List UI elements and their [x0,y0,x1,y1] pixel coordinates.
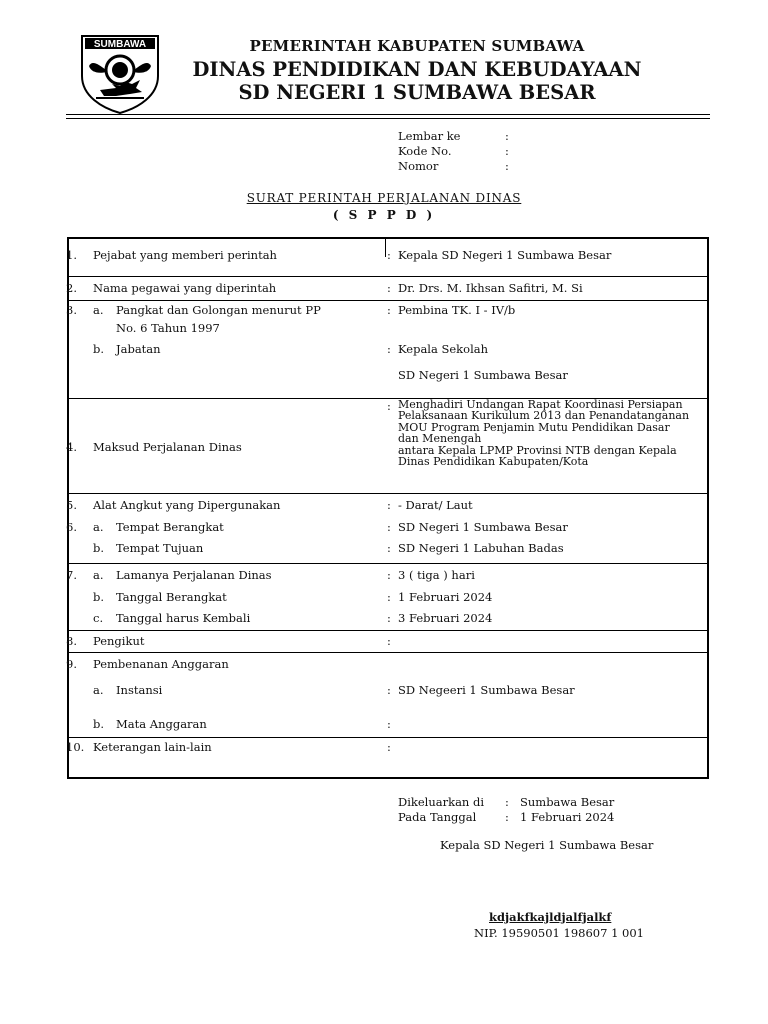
meta-number [398,159,509,174]
issue-date-label: Pada Tanggal [398,810,477,824]
row-value: SD Negeri 1 Labuhan Badas [398,541,564,555]
row-colon: : [387,740,391,754]
row-colon: : [387,520,391,534]
row-label: Pangkat dan Golongan menurut PP [116,303,321,317]
row-sub-letter: b. [93,590,105,604]
header-school: SD NEGERI 1 SUMBAWA BESAR [238,81,596,104]
issue-date [398,810,614,825]
row-divider [67,737,709,738]
row-label: Keterangan lain-lain [93,740,212,754]
row-sub-letter: b. [93,342,105,356]
row-label-continued: No. 6 Tahun 1997 [116,321,220,335]
row-sub-letter: a. [93,520,104,534]
row-number: 8. [66,634,77,648]
row-label: Pengikut [93,634,145,648]
header-department: DINAS PENDIDIKAN DAN KEBUDAYAAN [192,58,642,81]
document-subtitle: ( S P P D ) [332,208,436,222]
row-sub-letter: a. [93,568,104,582]
row-colon: : [387,590,391,604]
header-government: PEMERINTAH KABUPATEN SUMBAWA [249,37,585,55]
row-value: 3 ( tiga ) hari [398,568,475,582]
row-label: Pembenanan Anggaran [93,657,229,671]
row-label: Jabatan [116,342,161,356]
row-colon: : [387,568,391,582]
row-value: Kepala SD Negeri 1 Sumbawa Besar [398,248,612,262]
row-colon: : [387,399,391,413]
row-colon: : [387,303,391,317]
meta-value: : [505,144,509,158]
row-label: Tempat Berangkat [116,520,224,534]
row-number: 9. [66,657,77,671]
row-value: SD Negeeri 1 Sumbawa Besar [398,683,575,697]
travel-purpose-text: Menghadiri Undangan Rapat Koordinasi Persiapan Pelaksanaan Kurikulum 2013 dan Penandatanganan MOU Program Penjamin Mutu Pendidikan Dasar dan Menengah antara Kepala LPMP Provinsi NTB dengan Kepala Dinas Pendidikan Kabupaten/Kota [398,398,690,469]
row-value: - Darat/ Laut [398,498,473,512]
row-label: Instansi [116,683,163,697]
row-divider [67,493,709,494]
row-label: Tanggal harus Kembali [116,611,251,625]
issue-details [398,795,614,825]
logo-text: SUMBAWA [93,39,147,51]
row-sub-letter: a. [93,303,104,317]
column-divider [385,237,386,257]
row-number: 4. [66,440,77,454]
meta-sheet [398,129,509,144]
meta-code [398,144,509,159]
row-number: 5. [66,498,77,512]
row-value-continued: SD Negeri 1 Sumbawa Besar [398,368,568,382]
row-colon: : [387,281,391,295]
row-colon: : [387,498,391,512]
row-value: SD Negeri 1 Sumbawa Besar [398,520,568,534]
row-label: Maksud Perjalanan Dinas [93,440,242,454]
row-value: Dr. Drs. M. Ikhsan Safitri, M. Si [398,281,583,295]
row-value: Kepala Sekolah [398,342,489,356]
header-rule-thin [66,118,710,119]
row-label: Tempat Tujuan [116,541,204,555]
row-divider [67,563,709,564]
row-label: Mata Anggaran [116,717,207,731]
row-number: 10. [66,740,85,754]
meta-label: Nomor [398,159,439,173]
row-label: Pejabat yang memberi perintah [93,248,277,262]
issue-place-label: Dikeluarkan di [398,795,485,809]
row-value: Pembina TK. I - IV/b [398,303,516,317]
row-number: 7. [66,568,77,582]
row-divider [67,276,709,277]
row-number: 2. [66,281,77,295]
row-colon: : [387,634,391,648]
meta-value: : [505,159,509,173]
signatory-title: Kepala SD Negeri 1 Sumbawa Besar [440,838,654,852]
document-meta [398,129,509,174]
row-number: 1. [66,248,77,262]
header-rule-thick [66,114,710,115]
row-label: Nama pegawai yang diperintah [93,281,277,295]
meta-value: : [505,129,509,143]
row-divider [67,652,709,653]
signatory-nip: NIP. 19590501 198607 1 001 [474,926,644,940]
row-divider [67,630,709,631]
row-colon: : [387,683,391,697]
signatory-name: kdjakfkajldjalfjalkf [489,910,612,924]
row-value: 3 Februari 2024 [398,611,493,625]
row-number: 6. [66,520,77,534]
row-sub-letter: b. [93,541,105,555]
row-sub-letter: c. [93,611,104,625]
meta-label: Kode No. [398,144,452,158]
row-colon: : [387,248,391,262]
issue-place-value: Sumbawa Besar [520,795,615,809]
document-title: SURAT PERINTAH PERJALANAN DINAS [246,191,522,205]
row-colon: : [387,717,391,731]
issue-colon: : [505,795,509,809]
issue-colon: : [505,810,509,824]
row-colon: : [387,541,391,555]
row-sub-letter: b. [93,717,105,731]
row-divider [67,300,709,301]
row-label: Alat Angkut yang Dipergunakan [93,498,281,512]
row-colon: : [387,611,391,625]
row-colon: : [387,342,391,356]
issue-place [398,795,614,810]
row-sub-letter: a. [93,683,104,697]
row-label: Lamanya Perjalanan Dinas [116,568,272,582]
meta-label: Lembar ke [398,129,461,143]
issue-date-value: 1 Februari 2024 [520,810,615,824]
row-label: Tanggal Berangkat [116,590,227,604]
row-value: 1 Februari 2024 [398,590,493,604]
row-number: 3. [66,303,77,317]
